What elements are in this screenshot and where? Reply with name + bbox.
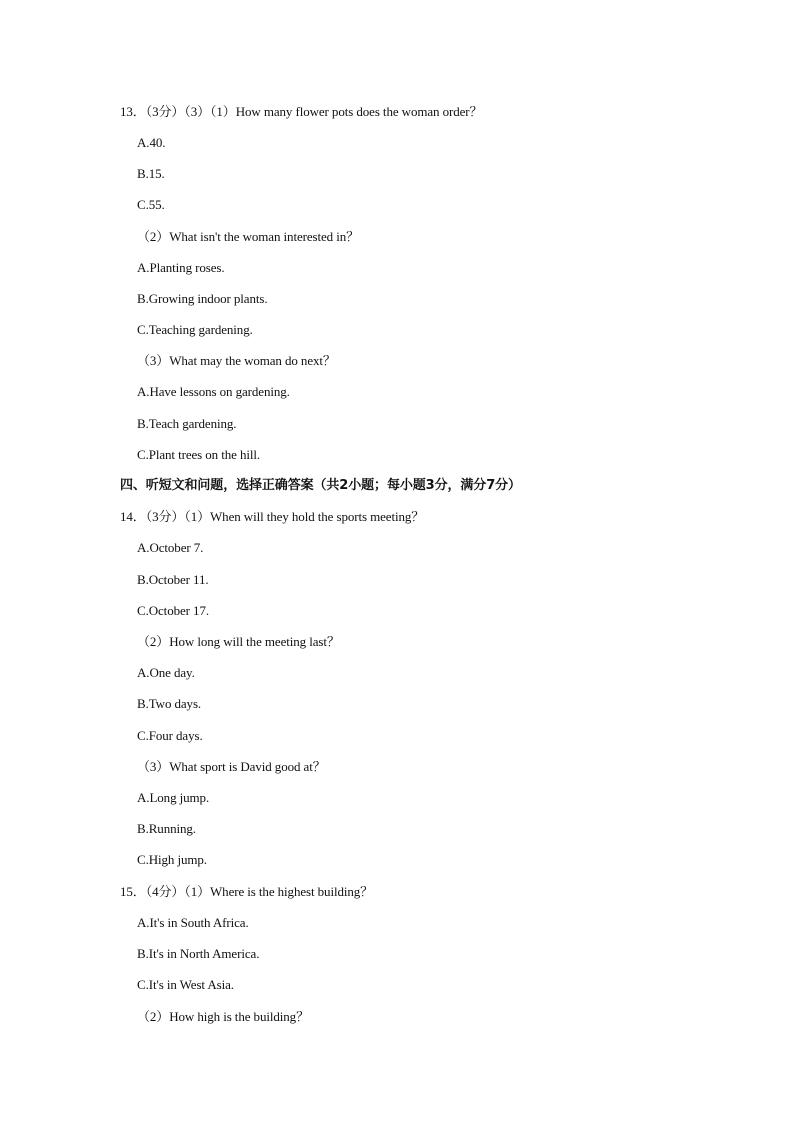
question-15-part-2-stem: （2）How high is the building？	[137, 1009, 309, 1024]
section-heading: 四、听短文和问题，选择正确答案（共2小题；每小题3分，满分7分）	[120, 478, 521, 493]
question-14-3-option-a: A.Long jump.	[137, 790, 210, 805]
question-15-part-1-stem: 15．（4分）（1）Where is the highest building？	[120, 884, 374, 899]
question-13-2-option-a: A.Planting roses.	[137, 260, 225, 275]
question-14-3-option-b: B.Running.	[137, 821, 196, 836]
question-13-3-option-a: A.Have lessons on gardening.	[137, 384, 290, 399]
question-14-1-option-c: C.October 17.	[137, 603, 209, 618]
question-14-1-option-a: A.October 7.	[137, 540, 204, 555]
question-13-part-3-stem: （3）What may the woman do next？	[137, 353, 336, 368]
question-15-1-option-b: B.It's in North America.	[137, 946, 260, 961]
question-13-1-option-a: A.40.	[137, 135, 166, 150]
question-13-1-option-c: C.55.	[137, 197, 165, 212]
question-15-1-option-a: A.It's in South Africa.	[137, 915, 249, 930]
question-14-1-option-b: B.October 11.	[137, 572, 209, 587]
question-13-part-2-stem: （2）What isn't the woman interested in？	[137, 229, 360, 244]
question-13-2-option-c: C.Teaching gardening.	[137, 322, 253, 337]
question-14-3-option-c: C.High jump.	[137, 852, 207, 867]
question-13-3-option-c: C.Plant trees on the hill.	[137, 447, 261, 462]
question-14-2-option-a: A.One day.	[137, 665, 195, 680]
question-14-part-1-stem: 14．（3分）（1）When will they hold the sports meeting？	[120, 509, 425, 524]
question-13-1-option-b: B.15.	[137, 166, 165, 181]
question-13-2-option-b: B.Growing indoor plants.	[137, 291, 268, 306]
question-13-3-option-b: B.Teach gardening.	[137, 416, 237, 431]
question-15-1-option-c: C.It's in West Asia.	[137, 977, 234, 992]
question-14-2-option-c: C.Four days.	[137, 728, 203, 743]
question-14-part-2-stem: （2）How long will the meeting last？	[137, 634, 340, 649]
question-14-2-option-b: B.Two days.	[137, 696, 202, 711]
question-13-part-1-stem: 13．（3分）（3）（1）How many flower pots does the woman order？	[120, 104, 483, 119]
question-14-part-3-stem: （3）What sport is David good at？	[137, 759, 326, 774]
